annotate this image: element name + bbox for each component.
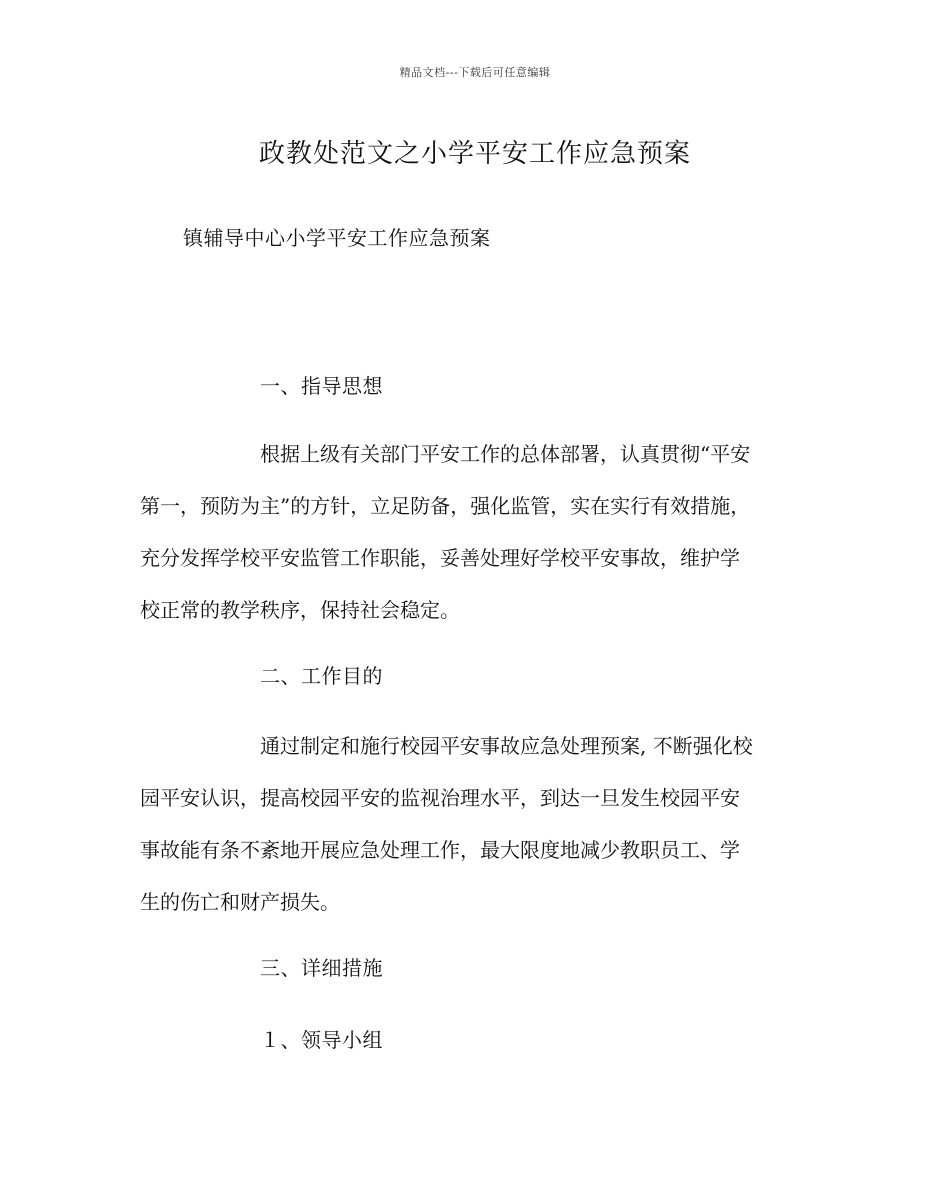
paragraph-line: 园平安认识，提高校园平安的监视治理水平，到达一旦发生校园平安 (140, 786, 740, 810)
paragraph-line: 事故能有条不紊地开展应急处理工作，最大限度地减少教职员工、学 (140, 838, 740, 862)
paragraph-work-goal (140, 720, 792, 928)
section-heading-detailed-measures: 三、详细措施 (260, 956, 383, 980)
document-title: 政教处范文之小学平安工作应急预案 (258, 139, 691, 169)
paragraph-line: 校正常的教学秩序，保持社会稳定。 (140, 598, 460, 622)
paragraph-line: 根据上级有关部门平安工作的总体部署，认真贯彻“平安 (260, 442, 751, 466)
paragraph-line: 通过制定和施行校园平安事故应急处理预案, 不断强化校 (260, 734, 753, 758)
section-heading-guiding-thought: 一、指导思想 (260, 374, 383, 398)
subsection-heading-leadership-group: １、领导小组 (260, 1028, 383, 1052)
section-heading-work-goal: 二、工作目的 (260, 664, 383, 688)
document-subtitle: 镇辅导中心小学平安工作应急预案 (183, 226, 491, 250)
paragraph-guiding-thought (140, 428, 792, 636)
paragraph-line: 生的伤亡和财产损失。 (140, 890, 340, 914)
header-note: 精品文档---下载后可任意编辑 (399, 66, 551, 79)
paragraph-line: 第一，预防为主”的方针，立足防备，强化监管，实在实行有效措施， (140, 494, 751, 518)
paragraph-line: 充分发挥学校平安监管工作职能，妥善处理好学校平安事故，维护学 (140, 546, 740, 570)
